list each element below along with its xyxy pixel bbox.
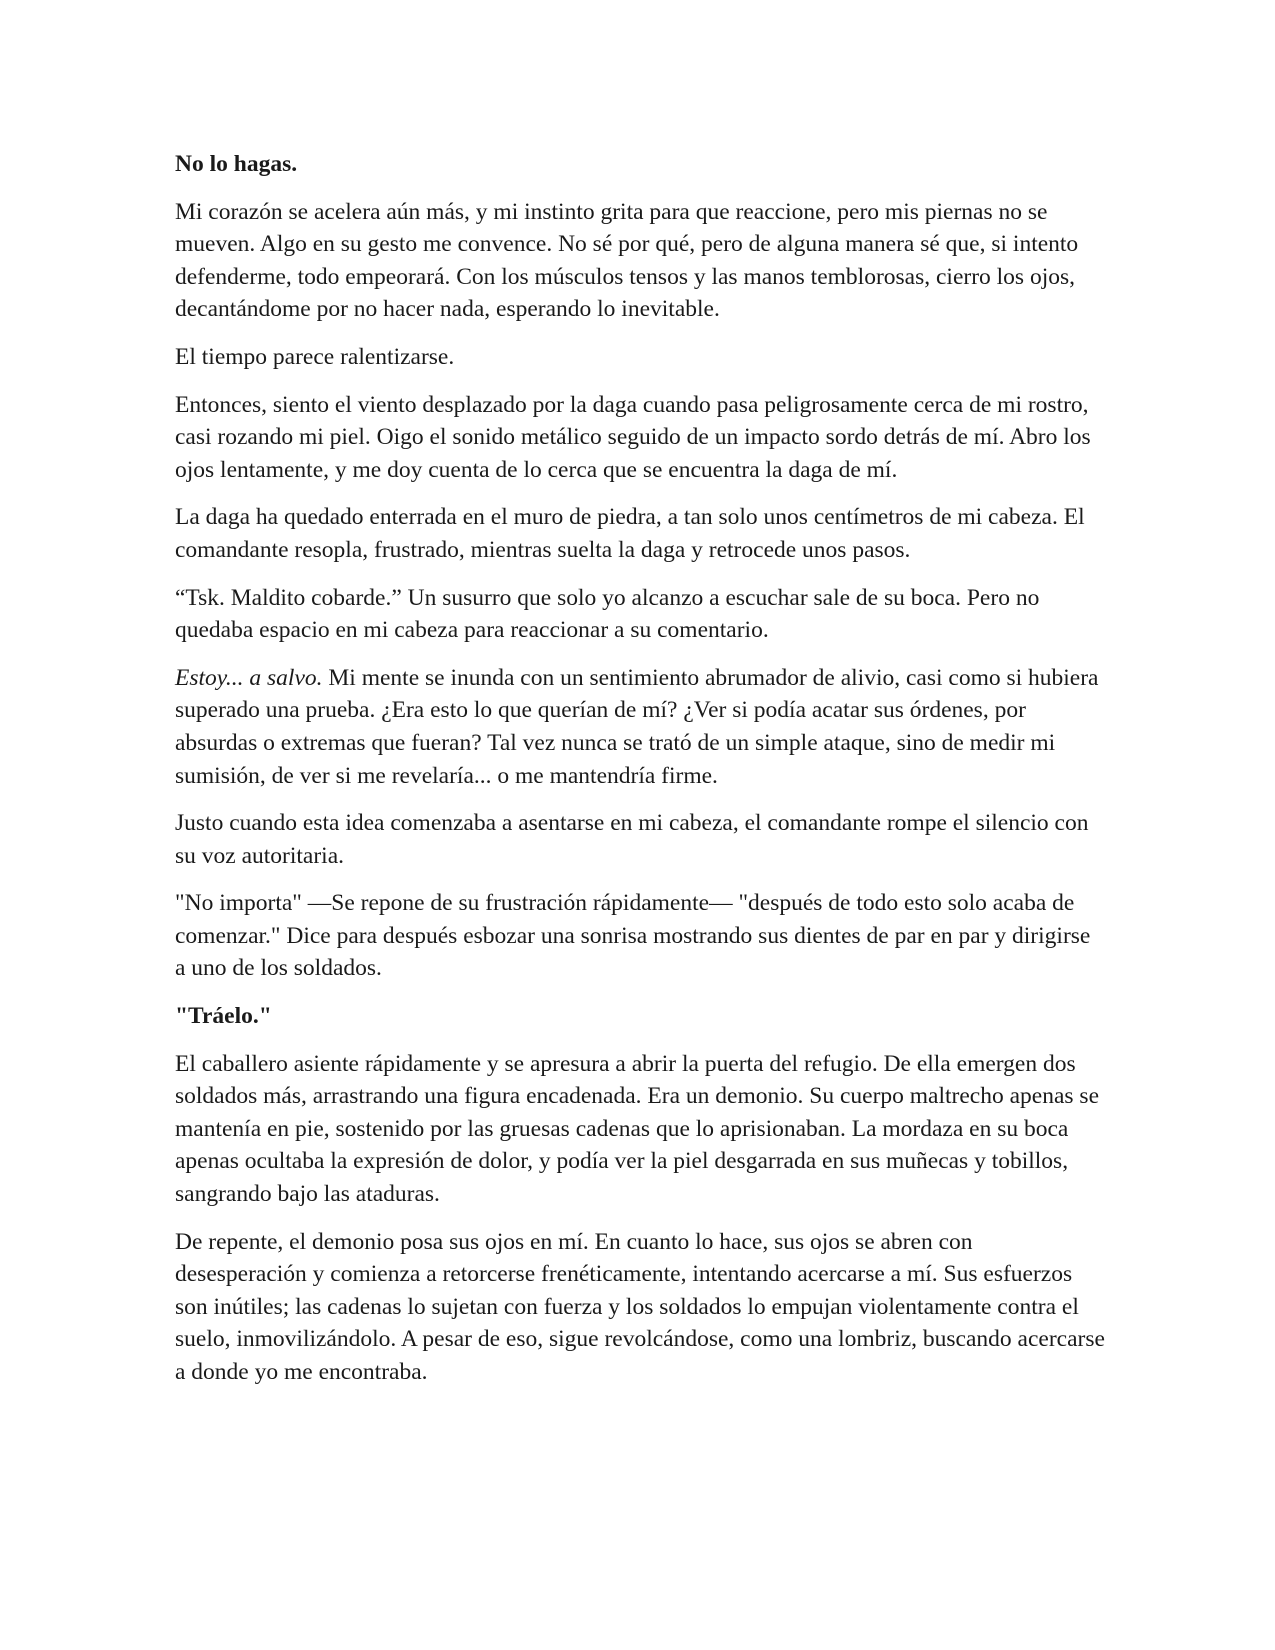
- paragraph-5: “Tsk. Maldito cobarde.” Un susurro que solo yo alcanzo a escuchar sale de su boca. Pero no quedaba espacio en mi cabeza para reaccionar a su comentario.: [175, 584, 1040, 644]
- paragraph-4: La daga ha quedado enterrada en el muro de piedra, a tan solo unos centímetros de mi cabeza. El comandante resopla, frustrado, mientras suelta la daga y retrocede unos pasos.: [175, 504, 1085, 563]
- paragraph-9: El caballero asiente rápidamente y se apresura a abrir la puerta del refugio. De ella emergen dos soldados más, arrastrando una figura encadenada. Era un demonio. Su cuerpo maltrecho apenas se mantenía en pie, sostenido por las gruesas cadenas que lo aprisionaban. La mordaza en su boca apenas ocultaba la expresión de dolor, y podía ver la piel desgarrada en sus muñecas y tobillos, sangrando bajo las ataduras.: [175, 1050, 1099, 1208]
- paragraph-2: El tiempo parece ralentizarse.: [175, 343, 455, 370]
- document-page: [175, 148, 1105, 1404]
- paragraph-6-rest: Mi mente se inunda con un sentimiento abrumador de alivio, casi como si hubiera superado una prueba. ¿Era esto lo que querían de mí? ¿Ver si podía acatar sus órdenes, por absurdas o extremas que fueran? Tal vez nunca se trató de un simple ataque, sino de medir mi sumisión, de ver si me revelaría... o me mantendría firme.: [175, 664, 1099, 789]
- heading-traelo: "Tráelo.": [175, 1003, 272, 1030]
- paragraph-3: Entonces, siento el viento desplazado por la daga cuando pasa peligrosamente cerca de mi rostro, casi rozando mi piel. Oigo el sonido metálico seguido de un impacto sordo detrás de mí. Abro los ojos lentamente, y me doy cuenta de lo cerca que se encuentra la daga de mí.: [175, 391, 1091, 483]
- paragraph-6: [175, 662, 1105, 792]
- paragraph-7: Justo cuando esta idea comenzaba a asentarse en mi cabeza, el comandante rompe el silencio con su voz autoritaria.: [175, 810, 1089, 869]
- paragraph-6-italic: Estoy... a salvo.: [175, 664, 323, 691]
- paragraph-1: Mi corazón se acelera aún más, y mi instinto grita para que reaccione, pero mis piernas no se mueven. Algo en su gesto me convence. No sé por qué, pero de alguna manera sé que, si intento defenderme, todo empeorará. Con los músculos tensos y las manos temblorosas, cierro los ojos, decantándome por no hacer nada, esperando lo inevitable.: [175, 198, 1079, 323]
- paragraph-10: De repente, el demonio posa sus ojos en mí. En cuanto lo hace, sus ojos se abren con desesperación y comienza a retorcerse frenéticamente, intentando acercarse a mí. Sus esfuerzos son inútiles; las cadenas lo sujetan con fuerza y los soldados lo empujan violentamente contra el suelo, inmovilizándolo. A pesar de eso, sigue revolcándose, como una lombriz, buscando acercarse a donde yo me encontraba.: [175, 1228, 1105, 1385]
- paragraph-8: "No importa" —Se repone de su frustración rápidamente— "después de todo esto solo acaba de comenzar." Dice para después esbozar una sonrisa mostrando sus dientes de par en par y dirigirse a uno de los soldados.: [175, 890, 1091, 982]
- heading-no-lo-hagas: No lo hagas.: [175, 151, 298, 177]
